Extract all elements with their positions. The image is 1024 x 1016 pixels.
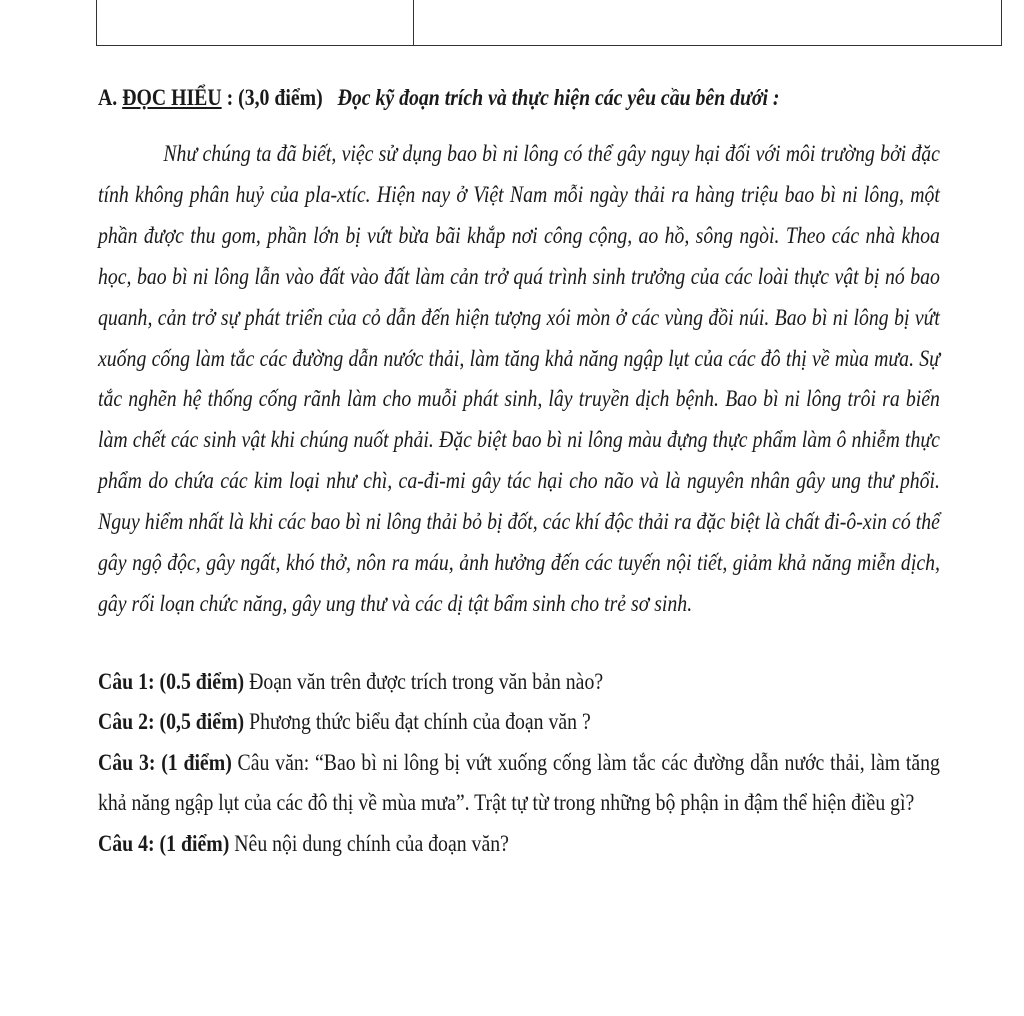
question-text: Đoạn văn trên được trích trong văn bản nào?	[244, 668, 604, 694]
table-column-divider	[413, 0, 414, 45]
question-label: Câu 1: (0.5 điểm)	[98, 668, 245, 694]
question-text: Nêu nội dung chính của đoạn văn?	[229, 830, 509, 856]
section-instruction: Đọc kỹ đoạn trích và thực hiện các yêu cầu bên dưới :	[337, 85, 780, 110]
section-heading	[98, 78, 822, 118]
question-1	[98, 662, 940, 703]
question-label: Câu 4: (1 điểm)	[98, 830, 230, 856]
question-list	[98, 662, 940, 865]
table-fragment	[96, 0, 1002, 46]
question-label: Câu 3: (1 điểm)	[98, 749, 232, 775]
question-4	[98, 824, 940, 865]
question-text: Phương thức biểu đạt chính của đoạn văn ?	[244, 709, 591, 735]
section-letter: A.	[98, 85, 118, 110]
document-body	[98, 78, 940, 864]
question-2	[98, 702, 940, 743]
question-label: Câu 2: (0,5 điểm)	[98, 709, 245, 735]
section-title: ĐỌC HIỂU	[122, 85, 222, 110]
section-score: : (3,0 điểm)	[221, 85, 323, 110]
question-text: Câu văn: “Bao bì ni lông bị vứt xuống cống làm tắc các đường dẫn nước thải, làm tăng khả năng ngập lụt của các đô thị về mùa mưa”. Trật tự từ trong những bộ phận in đậm thể hiện điều gì?	[98, 749, 940, 816]
reading-passage: Như chúng ta đã biết, việc sử dụng bao bì ni lông có thể gây nguy hại đối với môi trường bởi đặc tính không phân huỷ của pla-xtíc. Hiện nay ở Việt Nam mỗi ngày thải ra hàng triệu bao bì ni lông, một phần được thu gom, phần lớn bị vứt bừa bãi khắp nơi công cộng, ao hồ, sông ngòi. Theo các nhà khoa học, bao bì ni lông lẫn vào đất vào đất làm cản trở quá trình sinh trưởng của các loài thực vật bị nó bao quanh, cản trở sự phát triển của cỏ dẫn đến hiện tượng xói mòn ở các vùng đồi núi. Bao bì ni lông bị vứt xuống cống làm tắc các đường dẫn nước thải, làm tăng khả năng ngập lụt của các đô thị về mùa mưa. Sự tắc nghẽn hệ thống cống rãnh làm cho muỗi phát sinh, lây truyền dịch bệnh. Bao bì ni lông trôi ra biển làm chết các sinh vật khi chúng nuốt phải. Đặc biệt bao bì ni lông màu đựng thực phẩm làm ô nhiễm thực phẩm do chứa các kim loại như chì, ca-đi-mi gây tác hại cho não và là nguyên nhân gây ung thư phổi. Nguy hiểm nhất là khi các bao bì ni lông thải bỏ bị đốt, các khí độc thải ra đặc biệt là chất đi-ô-xin có thể gây ngộ độc, gây ngất, khó thở, nôn ra máu, ảnh hưởng đến các tuyến nội tiết, giảm khả năng miễn dịch, gây rối loạn chức năng, gây ung thư và các dị tật bẩm sinh cho trẻ sơ sinh.	[98, 141, 940, 616]
question-3	[98, 743, 940, 824]
